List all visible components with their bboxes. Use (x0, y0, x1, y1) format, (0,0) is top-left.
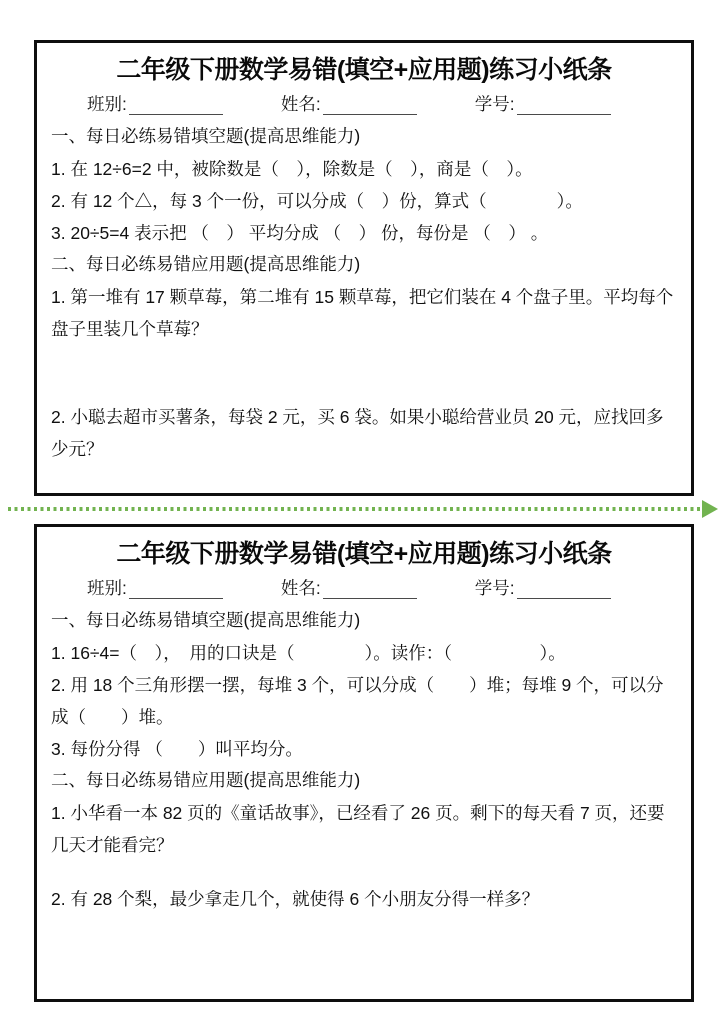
name-blank-line (323, 96, 417, 115)
student-id-blank-line (517, 580, 611, 599)
fill-question-1: 1. 16÷4=（ ）， 用的口诀是（ ）。读作：（ ）。 (51, 643, 566, 663)
section-heading-fill-in: 一、每日必练易错填空题(提高思维能力) (51, 126, 361, 146)
fill-question-2: 2. 有 12 个△，每 3 个一份，可以分成（ ）份，算式（ ）。 (51, 191, 583, 211)
name-label: 姓名: (280, 578, 321, 598)
student-id-label: 学号: (474, 578, 515, 598)
fill-question-1: 1. 在 12÷6=2 中，被除数是（ ），除数是（ ），商是（ ）。 (51, 159, 533, 179)
page-title: 二年级下册数学易错(填空+应用题)练习小纸条 (116, 56, 612, 84)
word-problem-1: 1. 第一堆有 17 颗草莓，第二堆有 15 颗草莓，把它们装在 4 个盘子里。平均每个盘子里装几个草莓？ (51, 287, 674, 339)
class-field (87, 577, 223, 599)
class-label: 班别: (87, 578, 127, 598)
section-heading-word-problems: 二、每日必练易错应用题(提高思维能力) (51, 770, 361, 790)
name-blank-line (323, 580, 417, 599)
word-problem-2: 2. 小聪去超市买薯条，每袋 2 元，买 6 袋。如果小聪给营业员 20 元，应找回多少元？ (51, 407, 664, 459)
fill-question-3: 3. 20÷5=4 表示把 （ ） 平均分成 （ ） 份，每份是 （ ） 。 (51, 223, 549, 243)
section-heading-fill-in: 一、每日必练易错填空题(提高思维能力) (51, 610, 361, 630)
name-field (281, 577, 417, 599)
class-label: 班别: (87, 94, 127, 114)
student-id-blank-line (517, 96, 611, 115)
section-heading-word-problems: 二、每日必练易错应用题(提高思维能力) (51, 254, 361, 274)
worksheet-page-2 (34, 524, 694, 1002)
class-blank-line (129, 580, 223, 599)
word-problem-1: 1. 小华看一本 82 页的《童话故事》，已经看了 26 页。剩下的每天看 7 页，还要几天才能看完？ (51, 803, 665, 855)
name-label: 姓名: (280, 94, 321, 114)
word-problem-2: 2. 有 28 个梨，最少拿走几个，就使得 6 个小朋友分得一样多？ (51, 889, 540, 909)
fill-question-2: 2. 用 18 个三角形摆一摆，每堆 3 个，可以分成（ ）堆；每堆 9 个，可以分成（ ）堆。 (51, 675, 664, 727)
fill-question-3: 3. 每份分得 （ ）叫平均分。 (51, 739, 303, 759)
class-field (87, 93, 223, 115)
student-info-row (51, 577, 677, 599)
worksheet-page-1 (34, 40, 694, 496)
student-info-row (51, 93, 677, 115)
student-id-field (475, 577, 611, 599)
cut-line-divider (8, 500, 718, 518)
page-title: 二年级下册数学易错(填空+应用题)练习小纸条 (116, 540, 612, 568)
student-id-label: 学号: (474, 94, 515, 114)
arrow-right-icon (702, 500, 718, 518)
dotted-line (8, 507, 703, 511)
class-blank-line (129, 96, 223, 115)
name-field (281, 93, 417, 115)
student-id-field (475, 93, 611, 115)
